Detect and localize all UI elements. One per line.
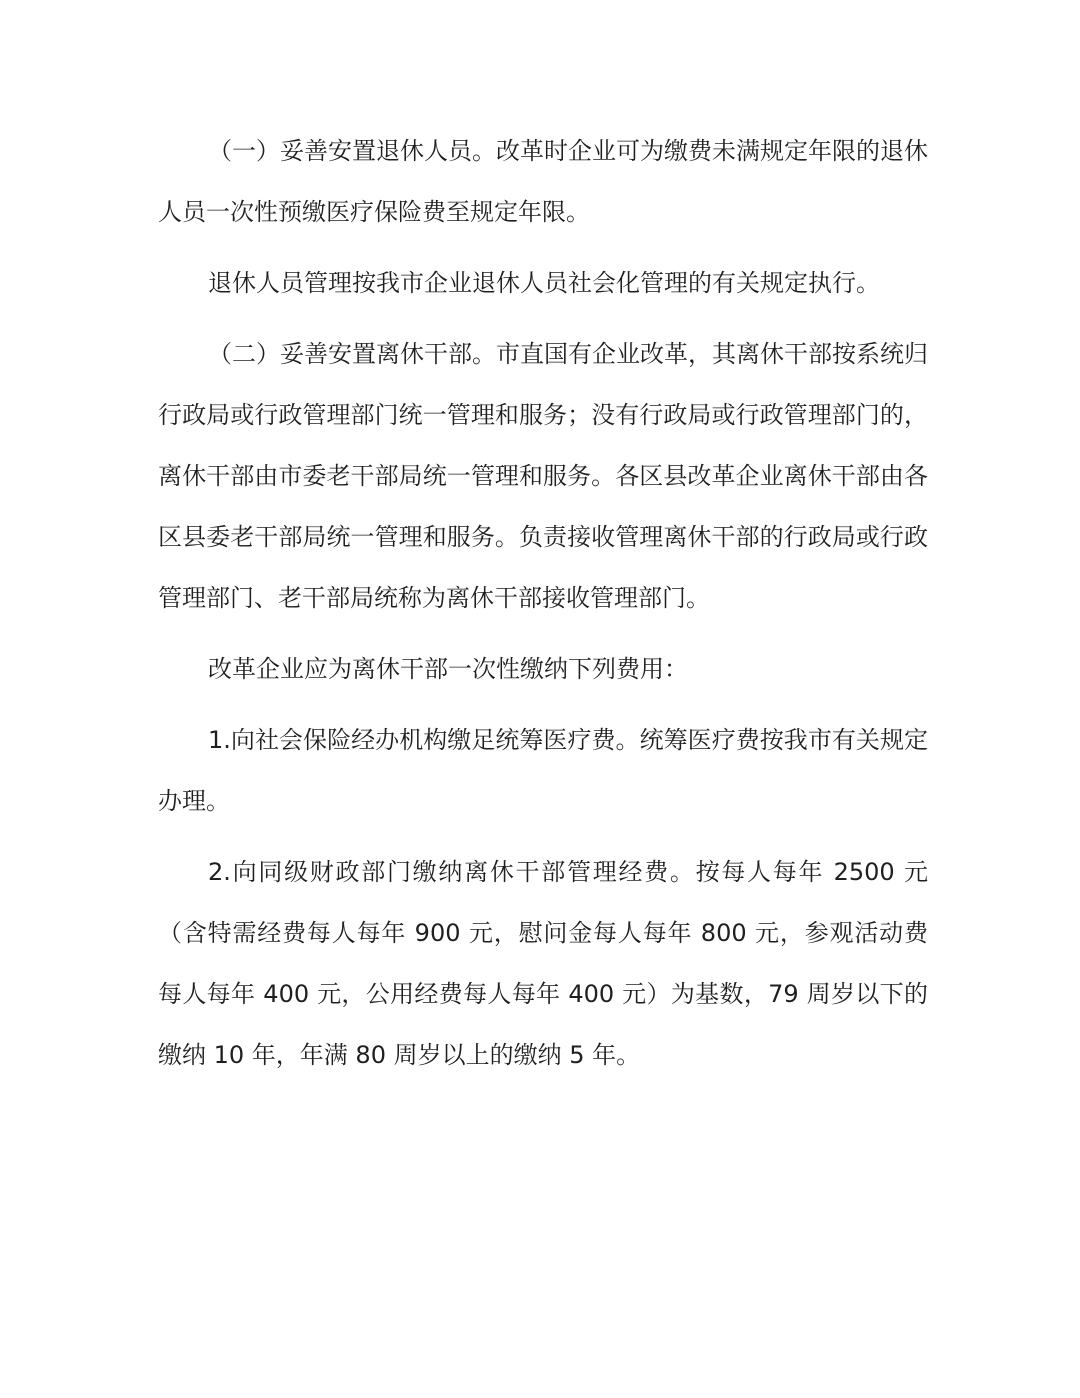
paragraph-retirees: （一）妥善安置退休人员。改革时企业可为缴费未满规定年限的退休人员一次性预缴医疗保险费至规定年限。 [158,137,928,226]
paragraph-medical-fees: 1.向社会保险经办机构缴足统筹医疗费。统筹医疗费按我市有关规定办理。 [158,726,928,815]
paragraph-veteran-cadres: （二）妥善安置离休干部。市直国有企业改革，其离休干部按系统归行政局或行政管理部门统一管理和服务；没有行政局或行政管理部门的，离休干部由市委老干部局统一管理和服务。各区县改革企业离休干部由各区县委老干部局统一管理和服务。负责接收管理离休干部的行政局或行政管理部门、老干部局统称为离休干部接收管理部门。 [158,340,928,612]
paragraph-fees-intro: 改革企业应为离休干部一次性缴纳下列费用： [208,655,688,683]
paragraph-retiree-management: 退休人员管理按我市企业退休人员社会化管理的有关规定执行。 [208,269,880,297]
paragraph-management-fees: 2.向同级财政部门缴纳离休干部管理经费。按每人每年 2500 元（含特需经费每人每年 900 元，慰问金每人每年 800 元，参观活动费每人每年 400 元，公用经费每人每年 400 元）为基数，79 周岁以下的缴纳 10 年，年满 80 周岁以上的缴纳 5 年。 [158,858,928,1069]
document-body [158,121,928,1096]
